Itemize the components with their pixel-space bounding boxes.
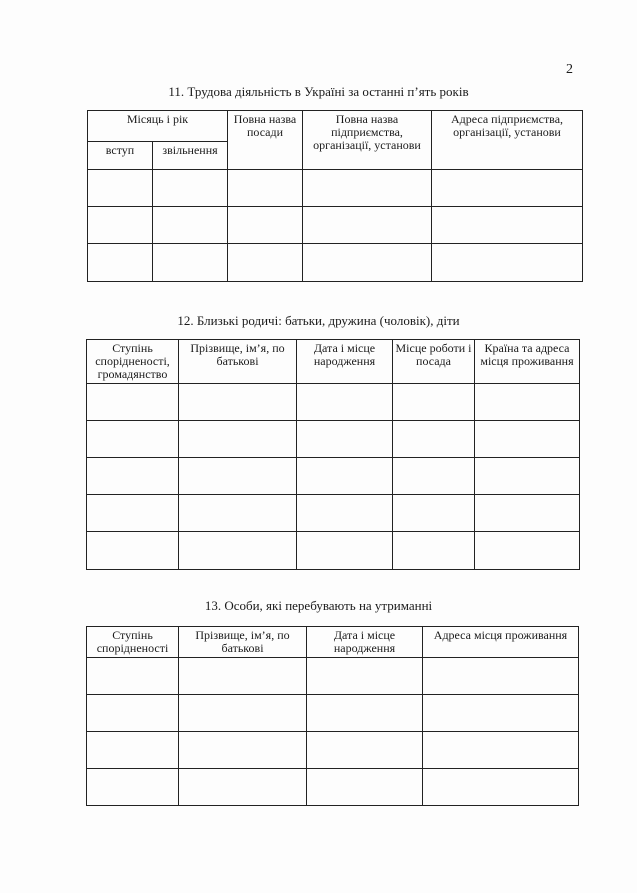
table-cell[interactable] xyxy=(303,244,432,282)
header-dismissal: звільнення xyxy=(153,142,228,170)
table-row xyxy=(87,532,580,570)
table-cell[interactable] xyxy=(179,695,307,732)
table-cell[interactable] xyxy=(179,421,297,458)
header-month-year: Місяць і рік xyxy=(88,111,228,142)
table-cell[interactable] xyxy=(303,170,432,207)
table-row xyxy=(87,769,579,806)
header-org-address: Адреса підприємства, організації, установи xyxy=(432,111,583,170)
table-cell[interactable] xyxy=(87,658,179,695)
table-row xyxy=(87,732,579,769)
relatives-table xyxy=(86,339,580,570)
table-cell[interactable] xyxy=(87,495,179,532)
section-12-title: 12. Близькі родичі: батьки, дружина (чоловік), діти xyxy=(177,313,460,328)
table-row xyxy=(87,421,580,458)
table-row xyxy=(88,170,583,207)
table-cell[interactable] xyxy=(432,207,583,244)
table-cell[interactable] xyxy=(307,695,423,732)
table-cell[interactable] xyxy=(393,421,475,458)
table-row xyxy=(87,384,580,421)
table-row xyxy=(87,658,579,695)
table-row xyxy=(87,495,580,532)
header-entry: вступ xyxy=(88,142,153,170)
table-cell[interactable] xyxy=(393,532,475,570)
table-row xyxy=(88,207,583,244)
table-row xyxy=(87,458,580,495)
table-cell[interactable] xyxy=(179,384,297,421)
table-cell[interactable] xyxy=(307,769,423,806)
table-cell[interactable] xyxy=(423,695,579,732)
table-cell[interactable] xyxy=(475,421,580,458)
table-cell[interactable] xyxy=(297,458,393,495)
table-cell[interactable] xyxy=(87,769,179,806)
table-cell[interactable] xyxy=(423,658,579,695)
header-workplace-position: Місце роботи і посада xyxy=(393,340,475,384)
table-cell[interactable] xyxy=(307,732,423,769)
table-cell[interactable] xyxy=(88,244,153,282)
table-cell[interactable] xyxy=(153,207,228,244)
table-cell[interactable] xyxy=(303,207,432,244)
table-cell[interactable] xyxy=(153,170,228,207)
table-cell[interactable] xyxy=(432,244,583,282)
table-cell[interactable] xyxy=(475,384,580,421)
section-11-title: 11. Трудова діяльність в Україні за останні п’ять років xyxy=(168,84,469,99)
table-cell[interactable] xyxy=(297,532,393,570)
table-cell[interactable] xyxy=(228,244,303,282)
header-country-address: Країна та адреса місця проживання xyxy=(475,340,580,384)
table-cell[interactable] xyxy=(423,769,579,806)
table-cell[interactable] xyxy=(475,532,580,570)
table-cell[interactable] xyxy=(88,207,153,244)
table-cell[interactable] xyxy=(179,658,307,695)
table-cell[interactable] xyxy=(87,532,179,570)
table-cell[interactable] xyxy=(228,207,303,244)
table-cell[interactable] xyxy=(297,495,393,532)
table-cell[interactable] xyxy=(153,244,228,282)
table-cell[interactable] xyxy=(87,732,179,769)
table-cell[interactable] xyxy=(87,421,179,458)
header-org-name: Повна назва підприємства, організації, установи xyxy=(303,111,432,170)
table-cell[interactable] xyxy=(179,532,297,570)
table-row xyxy=(87,695,579,732)
section-13-title: 13. Особи, які перебувають на утриманні xyxy=(204,598,433,613)
table-cell[interactable] xyxy=(87,384,179,421)
table-cell[interactable] xyxy=(393,495,475,532)
header-residence-address: Адреса місця проживання xyxy=(423,627,579,658)
table-cell[interactable] xyxy=(87,458,179,495)
table-cell[interactable] xyxy=(475,458,580,495)
table-cell[interactable] xyxy=(423,732,579,769)
header-kinship-citizenship: Ступінь спорідненості, громадянство xyxy=(87,340,179,384)
table-cell[interactable] xyxy=(393,384,475,421)
header-position: Повна назва посади xyxy=(228,111,303,170)
table-cell[interactable] xyxy=(432,170,583,207)
table-cell[interactable] xyxy=(179,769,307,806)
table-cell[interactable] xyxy=(88,170,153,207)
table-cell[interactable] xyxy=(475,495,580,532)
table-cell[interactable] xyxy=(297,421,393,458)
table-cell[interactable] xyxy=(87,695,179,732)
table-cell[interactable] xyxy=(393,458,475,495)
work-history-table xyxy=(87,110,583,282)
table-cell[interactable] xyxy=(307,658,423,695)
table-cell[interactable] xyxy=(179,495,297,532)
header-full-name: Прізвище, ім’я, по батькові xyxy=(179,627,307,658)
header-birth-date-place: Дата і місце народження xyxy=(297,340,393,384)
table-cell[interactable] xyxy=(179,732,307,769)
header-kinship: Ступінь спорідненості xyxy=(87,627,179,658)
table-cell[interactable] xyxy=(179,458,297,495)
dependents-table xyxy=(86,626,579,806)
table-row xyxy=(88,244,583,282)
header-full-name: Прізвище, ім’я, по батькові xyxy=(179,340,297,384)
table-cell[interactable] xyxy=(228,170,303,207)
header-birth-date-place: Дата і місце народження xyxy=(307,627,423,658)
table-cell[interactable] xyxy=(297,384,393,421)
page-number: 2 xyxy=(566,62,573,77)
